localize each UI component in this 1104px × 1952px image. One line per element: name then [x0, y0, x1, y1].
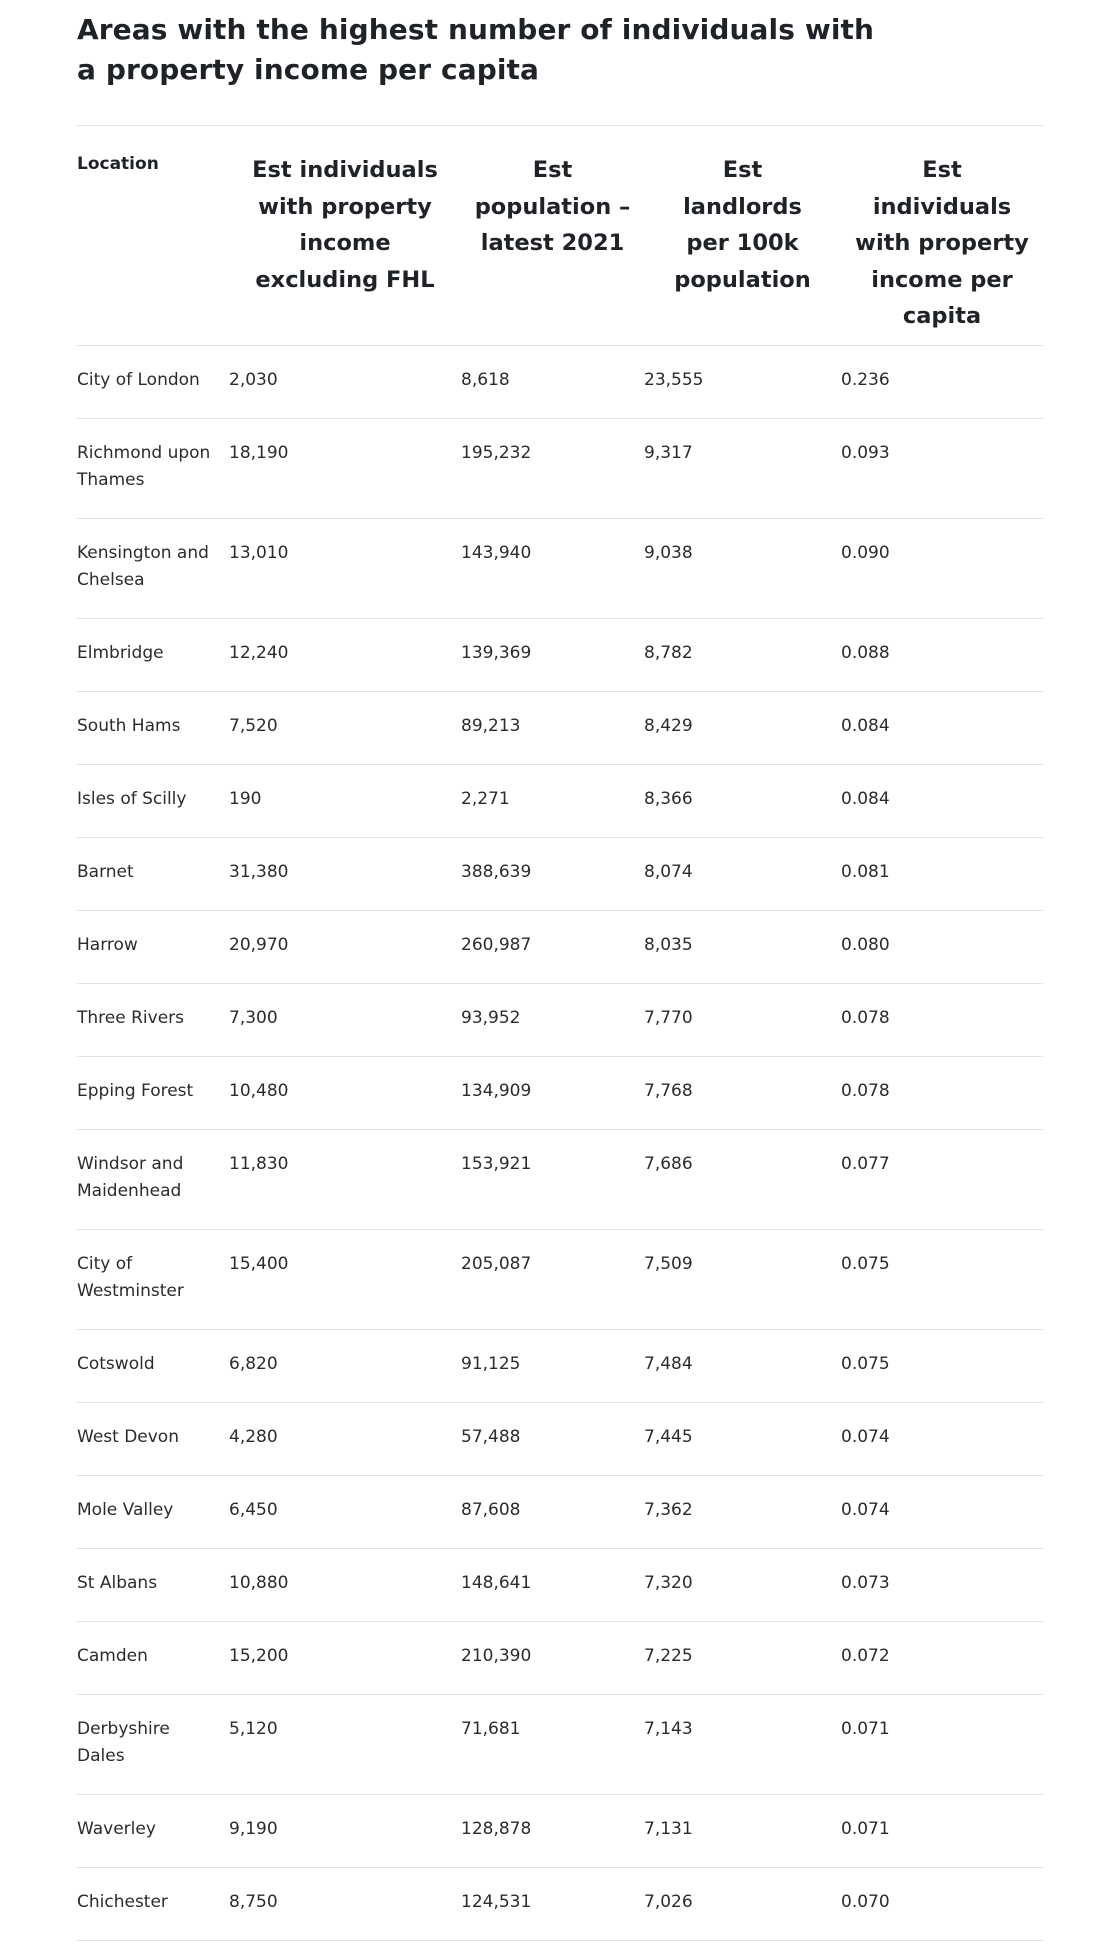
property-income-table	[77, 125, 1043, 1941]
landlords-per-100k-cell: 7,484	[644, 1354, 693, 1374]
table-row	[77, 1057, 1043, 1130]
individuals-cell: 18,190	[229, 443, 289, 463]
table-row	[77, 1330, 1043, 1403]
table-row	[77, 765, 1043, 838]
population-cell: 205,087	[461, 1254, 532, 1274]
column-header-per-capita: Est individuals with property income per capita	[855, 157, 1029, 329]
per-capita-cell: 0.088	[841, 643, 890, 663]
population-cell: 57,488	[461, 1427, 521, 1447]
landlords-per-100k-cell: 8,074	[644, 862, 693, 882]
location-cell: Waverley	[77, 1819, 156, 1839]
landlords-per-100k-cell: 9,038	[644, 543, 693, 563]
individuals-cell: 12,240	[229, 643, 289, 663]
individuals-cell: 15,400	[229, 1254, 289, 1274]
location-cell: Three Rivers	[77, 1008, 184, 1028]
individuals-cell: 31,380	[229, 862, 289, 882]
population-cell: 128,878	[461, 1819, 532, 1839]
landlords-per-100k-cell: 7,026	[644, 1892, 693, 1912]
table-row	[77, 1695, 1043, 1795]
population-cell: 153,921	[461, 1154, 532, 1174]
population-cell: 91,125	[461, 1354, 521, 1374]
landlords-per-100k-cell: 7,509	[644, 1254, 693, 1274]
population-cell: 71,681	[461, 1719, 521, 1739]
location-cell: Isles of Scilly	[77, 789, 187, 809]
per-capita-cell: 0.081	[841, 862, 890, 882]
location-cell: Kensington and Chelsea	[77, 543, 209, 590]
location-cell: City of Westminster	[77, 1254, 184, 1301]
landlords-per-100k-cell: 7,320	[644, 1573, 693, 1593]
population-cell: 388,639	[461, 862, 532, 882]
population-cell: 89,213	[461, 716, 521, 736]
landlords-per-100k-cell: 23,555	[644, 370, 704, 390]
location-cell: City of London	[77, 370, 200, 390]
individuals-cell: 6,820	[229, 1354, 278, 1374]
table-row	[77, 1868, 1043, 1941]
per-capita-cell: 0.236	[841, 370, 890, 390]
table-body	[77, 346, 1043, 1941]
landlords-per-100k-cell: 7,362	[644, 1500, 693, 1520]
landlords-per-100k-cell: 7,143	[644, 1719, 693, 1739]
individuals-cell: 10,480	[229, 1081, 289, 1101]
column-header-individuals: Est individuals with property income excluding FHL	[252, 157, 438, 293]
landlords-per-100k-cell: 7,445	[644, 1427, 693, 1447]
landlords-per-100k-cell: 7,225	[644, 1646, 693, 1666]
population-cell: 148,641	[461, 1573, 532, 1593]
location-cell: South Hams	[77, 716, 181, 736]
column-header-population: Est population – latest 2021	[474, 157, 631, 256]
per-capita-cell: 0.084	[841, 789, 890, 809]
individuals-cell: 8,750	[229, 1892, 278, 1912]
location-cell: St Albans	[77, 1573, 158, 1593]
per-capita-cell: 0.074	[841, 1500, 890, 1520]
column-header-location: Location	[77, 154, 159, 174]
landlords-per-100k-cell: 8,782	[644, 643, 693, 663]
location-cell: Windsor and Maidenhead	[77, 1154, 184, 1201]
location-cell: Barnet	[77, 862, 134, 882]
individuals-cell: 4,280	[229, 1427, 278, 1447]
landlords-per-100k-cell: 7,768	[644, 1081, 693, 1101]
table-row	[77, 838, 1043, 911]
per-capita-cell: 0.075	[841, 1254, 890, 1274]
location-cell: Cotswold	[77, 1354, 155, 1374]
individuals-cell: 7,300	[229, 1008, 278, 1028]
population-cell: 210,390	[461, 1646, 532, 1666]
per-capita-cell: 0.078	[841, 1008, 890, 1028]
table-row	[77, 419, 1043, 519]
location-cell: Harrow	[77, 935, 138, 955]
individuals-cell: 11,830	[229, 1154, 289, 1174]
table-row	[77, 1403, 1043, 1476]
individuals-cell: 13,010	[229, 543, 289, 563]
location-cell: Mole Valley	[77, 1500, 174, 1520]
landlords-per-100k-cell: 8,035	[644, 935, 693, 955]
per-capita-cell: 0.070	[841, 1892, 890, 1912]
column-header-landlords-per-100k: Est landlords per 100k population	[674, 157, 811, 293]
table-header-row	[77, 126, 1043, 346]
table-row	[77, 984, 1043, 1057]
population-cell: 143,940	[461, 543, 532, 563]
table-row	[77, 1230, 1043, 1330]
table-row	[77, 619, 1043, 692]
population-cell: 260,987	[461, 935, 532, 955]
table-row	[77, 911, 1043, 984]
per-capita-cell: 0.075	[841, 1354, 890, 1374]
population-cell: 8,618	[461, 370, 510, 390]
individuals-cell: 6,450	[229, 1500, 278, 1520]
population-cell: 195,232	[461, 443, 532, 463]
per-capita-cell: 0.093	[841, 443, 890, 463]
per-capita-cell: 0.071	[841, 1819, 890, 1839]
per-capita-cell: 0.073	[841, 1573, 890, 1593]
table-row	[77, 519, 1043, 619]
table-row	[77, 1130, 1043, 1230]
landlords-per-100k-cell: 8,429	[644, 716, 693, 736]
population-cell: 124,531	[461, 1892, 532, 1912]
location-cell: Elmbridge	[77, 643, 164, 663]
individuals-cell: 9,190	[229, 1819, 278, 1839]
per-capita-cell: 0.074	[841, 1427, 890, 1447]
population-cell: 2,271	[461, 789, 510, 809]
location-cell: Richmond upon Thames	[77, 443, 211, 490]
individuals-cell: 190	[229, 789, 262, 809]
location-cell: West Devon	[77, 1427, 179, 1447]
table-row	[77, 1622, 1043, 1695]
individuals-cell: 10,880	[229, 1573, 289, 1593]
per-capita-cell: 0.077	[841, 1154, 890, 1174]
table-row	[77, 1549, 1043, 1622]
individuals-cell: 20,970	[229, 935, 289, 955]
per-capita-cell: 0.080	[841, 935, 890, 955]
population-cell: 134,909	[461, 1081, 532, 1101]
table-row	[77, 692, 1043, 765]
individuals-cell: 2,030	[229, 370, 278, 390]
landlords-per-100k-cell: 9,317	[644, 443, 693, 463]
location-cell: Chichester	[77, 1892, 168, 1912]
page-title: Areas with the highest number of individuals with a property income per capita	[77, 13, 875, 86]
landlords-per-100k-cell: 7,770	[644, 1008, 693, 1028]
individuals-cell: 15,200	[229, 1646, 289, 1666]
population-cell: 93,952	[461, 1008, 521, 1028]
individuals-cell: 7,520	[229, 716, 278, 736]
landlords-per-100k-cell: 7,686	[644, 1154, 693, 1174]
table-row	[77, 1476, 1043, 1549]
table-row	[77, 1795, 1043, 1868]
per-capita-cell: 0.078	[841, 1081, 890, 1101]
population-cell: 87,608	[461, 1500, 521, 1520]
per-capita-cell: 0.072	[841, 1646, 890, 1666]
population-cell: 139,369	[461, 643, 532, 663]
location-cell: Epping Forest	[77, 1081, 194, 1101]
landlords-per-100k-cell: 8,366	[644, 789, 693, 809]
individuals-cell: 5,120	[229, 1719, 278, 1739]
per-capita-cell: 0.090	[841, 543, 890, 563]
location-cell: Camden	[77, 1646, 148, 1666]
per-capita-cell: 0.071	[841, 1719, 890, 1739]
location-cell: Derbyshire Dales	[77, 1719, 170, 1766]
per-capita-cell: 0.084	[841, 716, 890, 736]
landlords-per-100k-cell: 7,131	[644, 1819, 693, 1839]
table-row	[77, 346, 1043, 419]
